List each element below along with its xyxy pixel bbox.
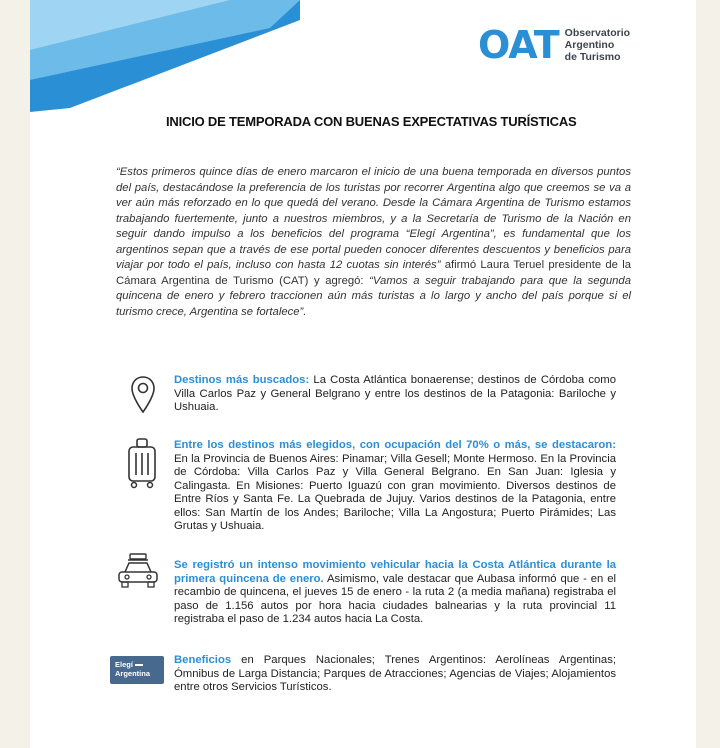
logo-line-1: Observatorio <box>564 27 631 39</box>
list-item-movimiento <box>174 559 616 627</box>
logo-line-2: Argentino <box>564 39 615 51</box>
logo-line-3: de Turismo <box>564 51 621 63</box>
elegi-argentina-logo <box>110 656 164 684</box>
item-text: La Costa Atlántica bonaerense; destinos de Córdoba como Villa Carlos Paz y General Belgrano y entre los destinos de la Patagonia: Bariloche y Ushuaia. <box>174 374 616 413</box>
tag-line-2: Argentina <box>115 669 151 678</box>
logo-text <box>565 27 630 63</box>
tag-line-1: Elegí <box>115 660 133 669</box>
list-item-destinos <box>174 374 616 415</box>
quote-paragraph <box>116 165 631 320</box>
quote-part-3: “Vamos a seguir trabajando para que la segunda quincena de enero y febrero traccionen aún más turistas a lo largo y ancho del país porque si el turismo crece, Argentina se fortalece”. <box>116 274 631 318</box>
list-item-destinos-elegidos <box>174 439 616 534</box>
logo-mark: OAT <box>478 23 559 67</box>
item-highlight: Se registró un intenso movimiento vehicular hacia la Costa Atlántica durante la primera quincena de enero. <box>174 559 616 585</box>
oat-logo <box>478 23 631 67</box>
quote-part-1: “Estos primeros quince días de enero marcaron el inicio de una buena temporada en diversos puntos del país, destacándose la preferencia de los turistas por recorrer Argentina algo que creemos se va a ver aún más reforzado en lo que quedá del verano. Desde la Cámara Argentina de Turismo estamos trabajando fuertemente, junto a nuestros miembros, y a la Secretaría de Turismo de la Nación en seguir dando impulso a los beneficios del programa “Elegí Argentina”, es fundamental que los argentinos sepan que a través de ese portal pueden conocer diferentes descuentos y beneficios para viajar por todo el país, incluso con hasta 12 cuotas sin interés” <box>116 166 631 271</box>
item-highlight: Destinos más buscados: <box>174 374 310 386</box>
page-title: INICIO DE TEMPORADA CON BUENAS EXPECTATIVAS TURÍSTICAS <box>166 114 577 129</box>
quote-part-2: afirmó Laura Teruel presidente de la Cámara Argentina de Turismo (CAT) y agregó: <box>116 259 632 287</box>
map-pin-icon <box>130 375 156 415</box>
item-text: En la Provincia de Buenos Aires: Pinamar; Villa Gesell; Monte Hermoso. En la Provincia de Córdoba: Villa Carlos Paz y Villa General Belgrano. En San Juan: Iglesia y Calingasta. En Misiones: Puerto Iguazú con gran movimiento. Diversos destinos de Entre Ríos y Santa Fe. La Quebrada de Jujuy. Varios destinos de la Patagonia, entre ellos: San Martín de los Andes; Bariloche; Villa La Angostura; Puerto Pirámides; Las Grutas y Ushuaia. <box>174 452 616 532</box>
item-highlight: Entre los destinos más elegidos, con ocupación del 70% o más, se destacaron: <box>174 439 616 451</box>
luggage-icon <box>126 437 158 489</box>
header-banner <box>30 0 300 115</box>
item-text: en Parques Nacionales; Trenes Argentinos: Aerolíneas Argentinas; Ómnibus de Larga Distancia; Parques de Atracciones; Agencias de Viajes; Alojamientos entre otros Servicios Turísticos. <box>174 654 616 693</box>
item-text: Asimismo, vale destacar que Aubasa informó que - en el recambio de quincena, el jueves 15 de enero - la ruta 2 (a media mañana) registraba el paso de 1.156 autos por hora hacia ciudades balnearias y la ruta provincial 11 registraba el paso de 1.234 autos hacia La Costa. <box>174 572 616 625</box>
car-icon <box>116 552 160 590</box>
list-item-beneficios <box>174 654 616 695</box>
document-page <box>30 0 696 748</box>
item-highlight: Beneficios <box>174 654 232 666</box>
